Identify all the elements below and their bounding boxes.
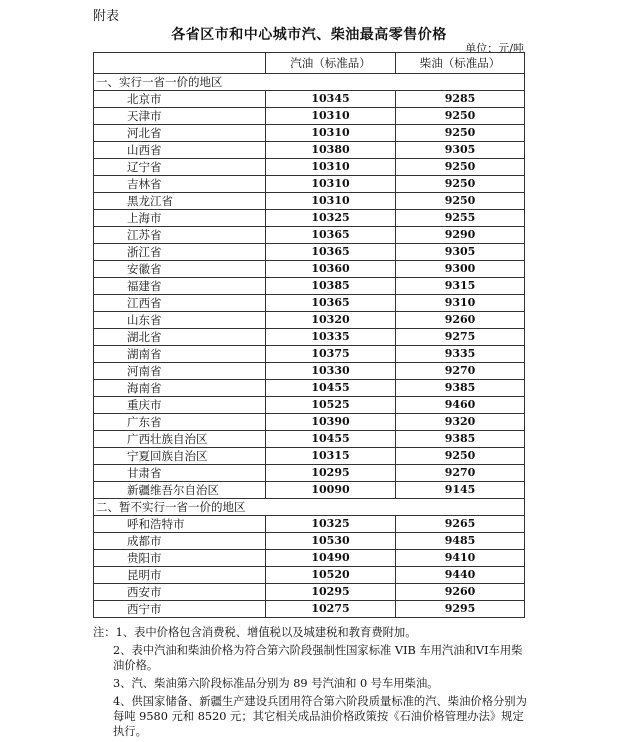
gasoline-price-cell: 10090: [266, 482, 396, 499]
table-row: [94, 414, 525, 431]
region-cell: 湖南省: [94, 346, 266, 363]
diesel-price-cell: 9270: [396, 465, 525, 482]
diesel-price-cell: 9305: [396, 244, 525, 261]
region-cell: 甘肃省: [94, 465, 266, 482]
gasoline-price-cell: 10325: [266, 516, 396, 533]
diesel-price-cell: 9385: [396, 431, 525, 448]
section-row: [94, 499, 525, 516]
table-row: [94, 346, 525, 363]
gasoline-price-cell: 10365: [266, 244, 396, 261]
region-cell: 江苏省: [94, 227, 266, 244]
gasoline-price-cell: 10365: [266, 295, 396, 312]
region-cell: 西宁市: [94, 601, 266, 618]
gasoline-price-cell: 10335: [266, 329, 396, 346]
diesel-price-cell: 9265: [396, 516, 525, 533]
header-gasoline: 汽油（标准品）: [266, 53, 396, 74]
region-cell: 海南省: [94, 380, 266, 397]
gasoline-price-cell: 10345: [266, 91, 396, 108]
diesel-price-cell: 9250: [396, 176, 525, 193]
note-1: 注：1、表中价格包含消费税、增值税以及城建税和教育费附加。: [93, 626, 417, 639]
region-cell: 安徽省: [94, 261, 266, 278]
gasoline-price-cell: 10330: [266, 363, 396, 380]
table-row: [94, 465, 525, 482]
gasoline-price-cell: 10295: [266, 584, 396, 601]
diesel-price-cell: 9410: [396, 550, 525, 567]
region-cell: 吉林省: [94, 176, 266, 193]
region-cell: 宁夏回族自治区: [94, 448, 266, 465]
gasoline-price-cell: 10385: [266, 278, 396, 295]
gasoline-price-cell: 10455: [266, 380, 396, 397]
diesel-price-cell: 9335: [396, 346, 525, 363]
table-row: [94, 210, 525, 227]
region-cell: 西安市: [94, 584, 266, 601]
region-cell: 新疆维吾尔自治区: [94, 482, 266, 499]
gasoline-price-cell: 10295: [266, 465, 396, 482]
gasoline-price-cell: 10310: [266, 125, 396, 142]
diesel-price-cell: 9260: [396, 584, 525, 601]
region-cell: 呼和浩特市: [94, 516, 266, 533]
region-cell: 广西壮族自治区: [94, 431, 266, 448]
region-cell: 浙江省: [94, 244, 266, 261]
diesel-price-cell: 9250: [396, 125, 525, 142]
diesel-price-cell: 9250: [396, 108, 525, 125]
table-row: [94, 482, 525, 499]
gasoline-price-cell: 10375: [266, 346, 396, 363]
region-cell: 辽宁省: [94, 159, 266, 176]
region-cell: 河北省: [94, 125, 266, 142]
table-row: [94, 125, 525, 142]
region-cell: 成都市: [94, 533, 266, 550]
page-title: 各省区市和中心城市汽、柴油最高零售价格: [171, 27, 447, 43]
table-row: [94, 448, 525, 465]
region-cell: 山西省: [94, 142, 266, 159]
gasoline-price-cell: 10365: [266, 227, 396, 244]
diesel-price-cell: 9440: [396, 567, 525, 584]
gasoline-price-cell: 10520: [266, 567, 396, 584]
gasoline-price-cell: 10380: [266, 142, 396, 159]
diesel-price-cell: 9485: [396, 533, 525, 550]
table-header-row: [94, 53, 525, 74]
region-cell: 昆明市: [94, 567, 266, 584]
notes: [93, 625, 533, 742]
table-row: [94, 550, 525, 567]
gasoline-price-cell: 10360: [266, 261, 396, 278]
gasoline-price-cell: 10325: [266, 210, 396, 227]
gasoline-price-cell: 10275: [266, 601, 396, 618]
region-cell: 天津市: [94, 108, 266, 125]
diesel-price-cell: 9250: [396, 159, 525, 176]
note-3: 3、汽、柴油第六阶段标准品分别为 89 号汽油和 0 号车用柴油。: [113, 677, 439, 690]
table-row: [94, 584, 525, 601]
table-row: [94, 329, 525, 346]
diesel-price-cell: 9315: [396, 278, 525, 295]
diesel-price-cell: 9295: [396, 601, 525, 618]
gasoline-price-cell: 10455: [266, 431, 396, 448]
gasoline-price-cell: 10525: [266, 397, 396, 414]
diesel-price-cell: 9300: [396, 261, 525, 278]
section-title: 二、暂不实行一省一价的地区: [94, 499, 525, 516]
gasoline-price-cell: 10390: [266, 414, 396, 431]
table-row: [94, 431, 525, 448]
gasoline-price-cell: 10530: [266, 533, 396, 550]
gasoline-price-cell: 10315: [266, 448, 396, 465]
table-row: [94, 380, 525, 397]
region-cell: 贵阳市: [94, 550, 266, 567]
note-4: 4、供国家储备、新疆生产建设兵团用符合第六阶段质量标准的汽、柴油价格分别为每吨 9580 元和 8520 元；其它相关成品油价格政策按《石油价格管理办法》规定执行。: [113, 695, 527, 738]
diesel-price-cell: 9145: [396, 482, 525, 499]
table-row: [94, 176, 525, 193]
diesel-price-cell: 9385: [396, 380, 525, 397]
table-row: [94, 295, 525, 312]
region-cell: 重庆市: [94, 397, 266, 414]
attachment-label: 附表: [93, 9, 120, 24]
table-row: [94, 142, 525, 159]
diesel-price-cell: 9250: [396, 448, 525, 465]
header-region: [94, 53, 266, 74]
diesel-price-cell: 9270: [396, 363, 525, 380]
table-row: [94, 567, 525, 584]
table-row: [94, 108, 525, 125]
gasoline-price-cell: 10310: [266, 176, 396, 193]
region-cell: 河南省: [94, 363, 266, 380]
table-row: [94, 159, 525, 176]
diesel-price-cell: 9310: [396, 295, 525, 312]
table-row: [94, 91, 525, 108]
region-cell: 黑龙江省: [94, 193, 266, 210]
table-row: [94, 278, 525, 295]
diesel-price-cell: 9250: [396, 193, 525, 210]
diesel-price-cell: 9320: [396, 414, 525, 431]
table-row: [94, 601, 525, 618]
gasoline-price-cell: 10310: [266, 108, 396, 125]
diesel-price-cell: 9275: [396, 329, 525, 346]
table-row: [94, 533, 525, 550]
table-row: [94, 363, 525, 380]
unit-label: 单位：元/吨: [465, 42, 524, 55]
price-table: [93, 52, 525, 618]
table-row: [94, 397, 525, 414]
region-cell: 北京市: [94, 91, 266, 108]
table-row: [94, 312, 525, 329]
gasoline-price-cell: 10310: [266, 159, 396, 176]
region-cell: 湖北省: [94, 329, 266, 346]
diesel-price-cell: 9260: [396, 312, 525, 329]
gasoline-price-cell: 10310: [266, 193, 396, 210]
region-cell: 福建省: [94, 278, 266, 295]
table-row: [94, 227, 525, 244]
table-row: [94, 516, 525, 533]
note-2: 2、表中汽油和柴油价格为符合第六阶段强制性国家标准 VIB 车用汽油和VI车用柴油价格。: [113, 644, 523, 672]
gasoline-price-cell: 10320: [266, 312, 396, 329]
diesel-price-cell: 9255: [396, 210, 525, 227]
diesel-price-cell: 9285: [396, 91, 525, 108]
table-row: [94, 244, 525, 261]
gasoline-price-cell: 10490: [266, 550, 396, 567]
table-row: [94, 261, 525, 278]
region-cell: 江西省: [94, 295, 266, 312]
table-row: [94, 193, 525, 210]
region-cell: 山东省: [94, 312, 266, 329]
diesel-price-cell: 9460: [396, 397, 525, 414]
section-title: 一、实行一省一价的地区: [94, 74, 525, 91]
header-diesel: 柴油（标准品）: [396, 53, 525, 74]
diesel-price-cell: 9290: [396, 227, 525, 244]
region-cell: 上海市: [94, 210, 266, 227]
diesel-price-cell: 9305: [396, 142, 525, 159]
section-row: [94, 74, 525, 91]
region-cell: 广东省: [94, 414, 266, 431]
